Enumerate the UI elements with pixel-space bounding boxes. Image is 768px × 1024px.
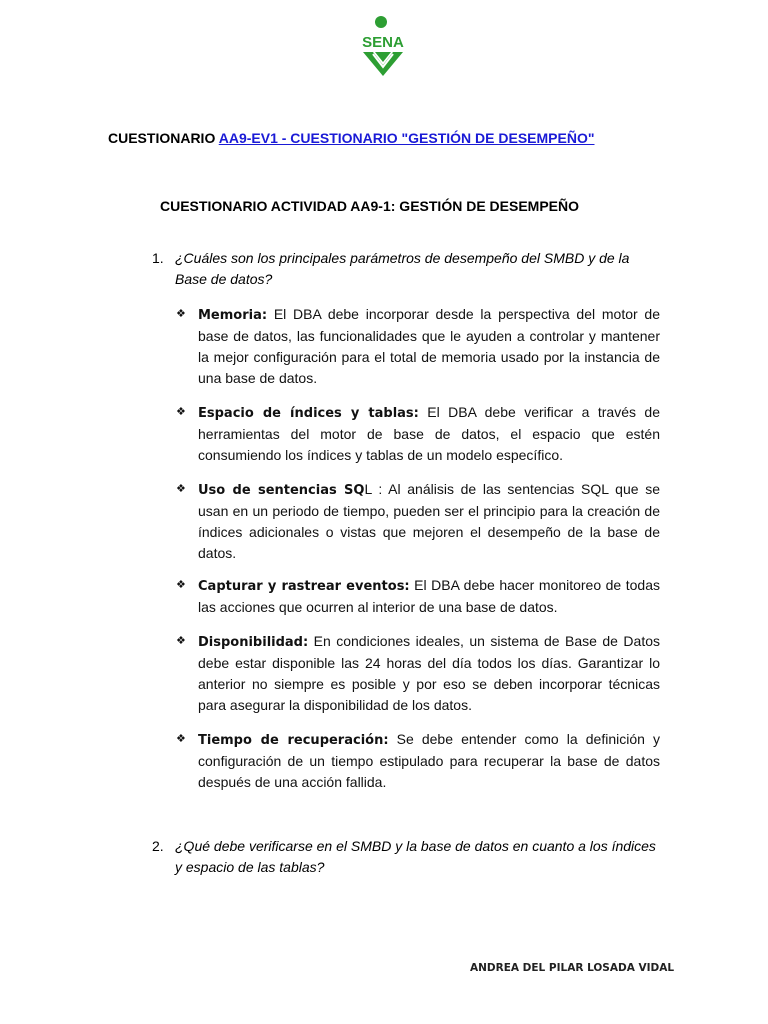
item-term: Disponibilidad: — [198, 635, 309, 650]
item-term: Espacio de índices y tablas: — [198, 406, 419, 421]
item-term: Uso de sentencias SQ — [198, 483, 365, 498]
diamond-bullet-icon: ❖ — [176, 483, 186, 495]
item-text: L : Al análisis de las sentencias SQL que se usan en un periodo de tiempo, pueden ser el principio para la creación de índices adicionales o vistas que mejoren el desempeño de la base de datos. — [198, 481, 660, 561]
activity-link[interactable]: AA9-EV1 - CUESTIONARIO "GESTIÓN DE DESEMPEÑO" — [218, 130, 595, 146]
list-item — [176, 304, 660, 389]
diamond-bullet-icon: ❖ — [176, 635, 186, 647]
diamond-bullet-icon: ❖ — [176, 406, 186, 418]
diamond-bullet-icon: ❖ — [176, 579, 186, 591]
diamond-bullet-icon: ❖ — [176, 308, 186, 320]
diamond-bullet-icon: ❖ — [176, 733, 186, 745]
question-text: ¿Cuáles son los principales parámetros de desempeño del SMBD y de la Base de datos? — [175, 250, 630, 287]
item-text: En condiciones ideales, un sistema de Base de Datos debe estar disponible las 24 horas del día todos los días. Garantizar lo anterior no siempre es posible y por eso se deben incorporar técnicas para asegurar la disponibilidad de los datos. — [198, 633, 660, 713]
list-item — [176, 631, 660, 716]
item-term: Tiempo de recuperación: — [198, 733, 389, 748]
question-number: 1. — [152, 250, 164, 266]
question-1 — [152, 248, 660, 290]
item-term: Capturar y rastrear eventos: — [198, 579, 410, 594]
document-subtitle: CUESTIONARIO ACTIVIDAD AA9-1: GESTIÓN DE DESEMPEÑO — [160, 198, 580, 214]
item-text: El DBA debe incorporar desde la perspectiva del motor de base de datos, las funcionalidades que le ayuden a controlar y mantener la mejor configuración para el total de memoria usado por la instancia de una base de datos. — [198, 306, 660, 386]
document-header — [108, 130, 595, 146]
author-footer: ANDREA DEL PILAR LOSADA VIDAL — [470, 962, 675, 974]
item-term: Memoria: — [198, 308, 268, 323]
list-item — [176, 479, 660, 564]
question-2 — [152, 836, 660, 878]
list-item — [176, 729, 660, 793]
list-item — [176, 575, 660, 618]
item-text: El DBA debe verificar a través de herramientas del motor de base de datos, el espacio que estén consumiendo los índices y tablas de un modelo específico. — [198, 404, 660, 463]
list-item — [176, 402, 660, 466]
question-number: 2. — [152, 838, 164, 854]
header-prefix: CUESTIONARIO — [108, 130, 219, 146]
question-text: ¿Qué debe verificarse en el SMBD y la base de datos en cuanto a los índices y espacio de las tablas? — [175, 838, 656, 875]
sena-logo — [359, 16, 407, 76]
item-text: El DBA debe hacer monitoreo de todas las acciones que ocurren al interior de una base de datos. — [198, 577, 660, 615]
logo-text: SENA — [362, 34, 404, 51]
item-text: Se debe entender como la definición y configuración de un tiempo estipulado para recuperar la base de datos después de una acción fallida. — [198, 731, 661, 790]
